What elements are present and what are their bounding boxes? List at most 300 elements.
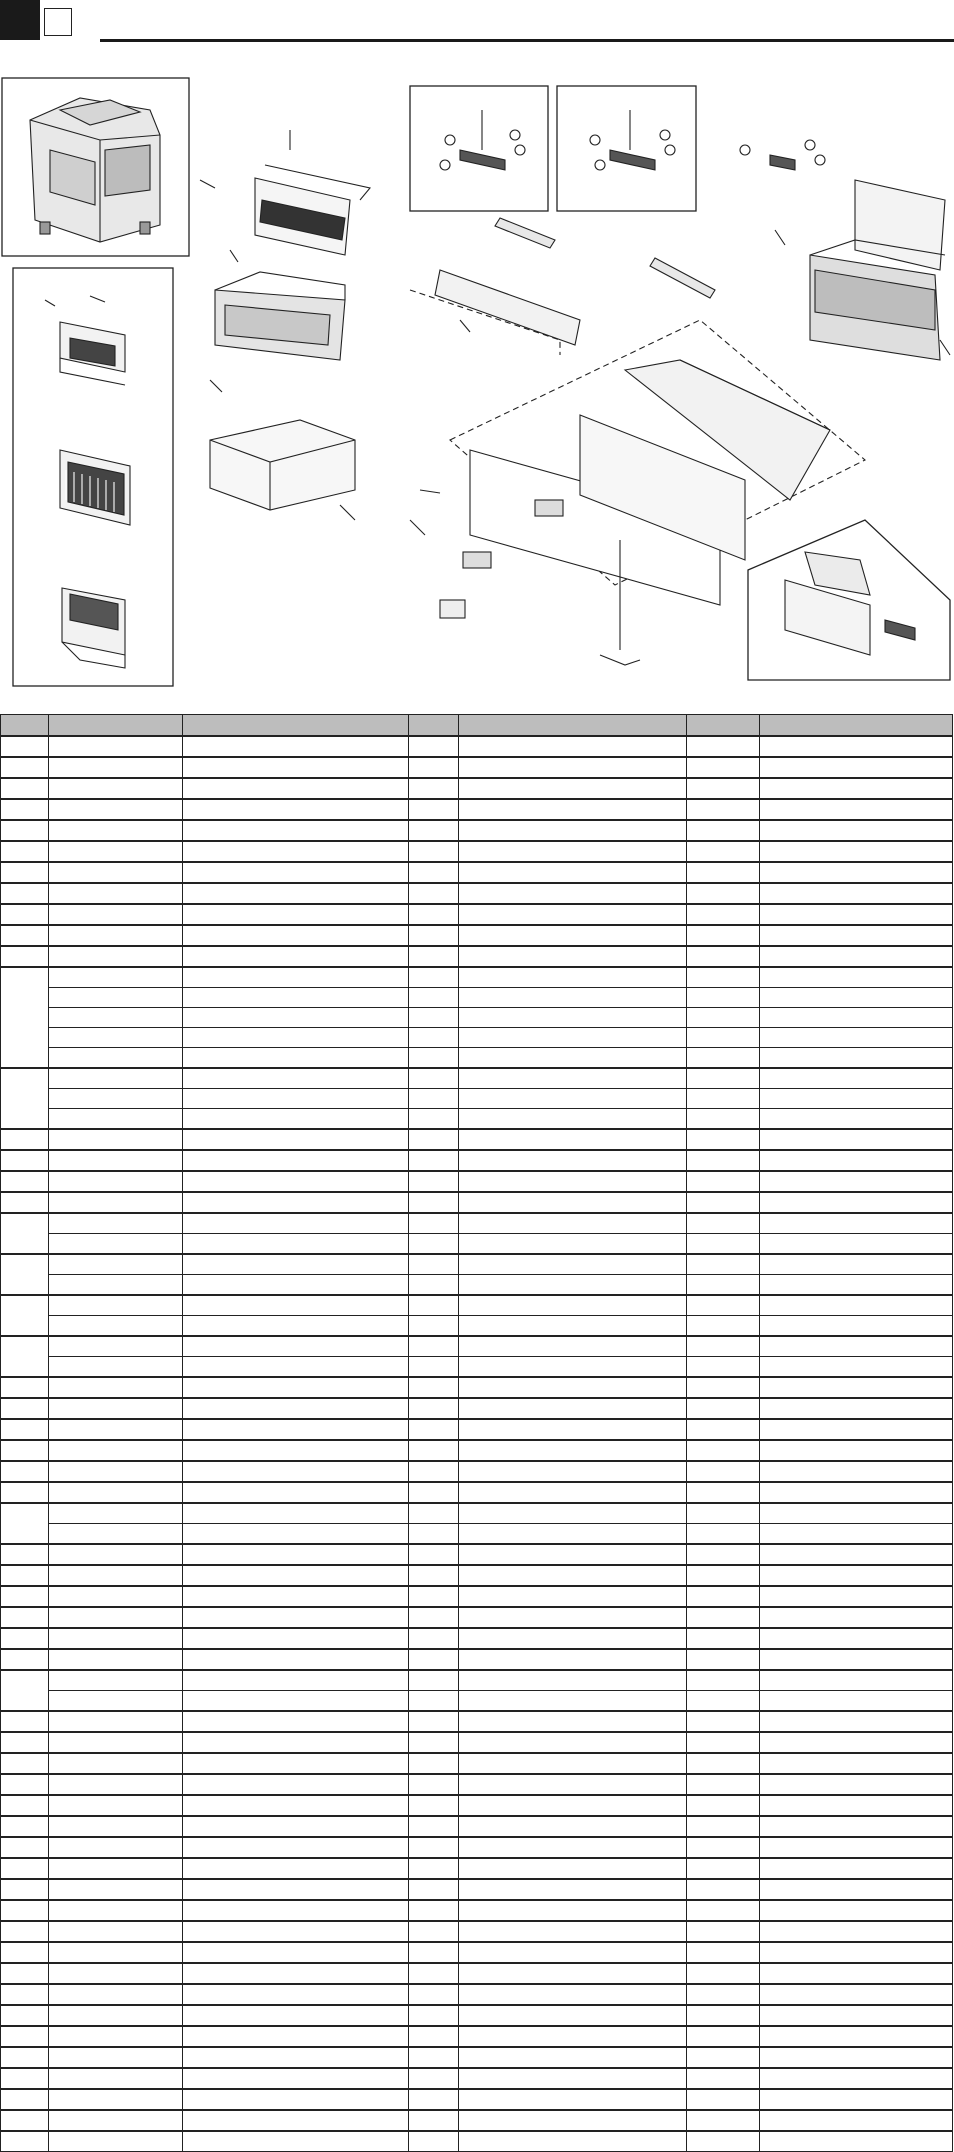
column-header	[409, 715, 459, 737]
table-cell	[760, 1028, 953, 1048]
table-cell	[49, 1234, 183, 1255]
table-cell	[760, 2089, 953, 2110]
table-cell	[183, 1711, 409, 1732]
table-cell	[687, 1461, 760, 1482]
item-number-cell	[1, 736, 49, 757]
table-cell	[760, 1440, 953, 1461]
table-cell	[183, 1171, 409, 1192]
machine-overview-inset	[2, 78, 189, 256]
table-cell	[409, 2110, 459, 2131]
table-cell	[687, 946, 760, 967]
table-row	[1, 925, 953, 946]
table-cell	[409, 1461, 459, 1482]
table-row	[1, 1691, 953, 1712]
table-row	[1, 1275, 953, 1296]
table-header-row	[1, 715, 953, 737]
table-cell	[687, 1008, 760, 1028]
table-row	[1, 1398, 953, 1419]
table-cell	[459, 1691, 687, 1712]
table-cell	[183, 1753, 409, 1774]
table-cell	[49, 2026, 183, 2047]
table-cell	[760, 757, 953, 778]
table-cell	[49, 1607, 183, 1628]
table-cell	[49, 1753, 183, 1774]
table-cell	[409, 1921, 459, 1942]
table-cell	[183, 1921, 409, 1942]
table-cell	[183, 1565, 409, 1586]
item-number-cell	[1, 1649, 49, 1670]
table-cell	[409, 2005, 459, 2026]
item-number-cell	[1, 1732, 49, 1753]
table-cell	[760, 1192, 953, 1213]
table-cell	[49, 2068, 183, 2089]
table-cell	[183, 736, 409, 757]
table-row	[1, 1942, 953, 1963]
table-cell	[760, 2026, 953, 2047]
table-cell	[459, 2110, 687, 2131]
table-row	[1, 1774, 953, 1795]
table-cell	[409, 1963, 459, 1984]
table-row	[1, 1419, 953, 1440]
table-cell	[760, 2005, 953, 2026]
table-cell	[687, 2068, 760, 2089]
table-cell	[760, 883, 953, 904]
table-cell	[687, 1254, 760, 1275]
table-cell	[459, 1711, 687, 1732]
cover-variants-inset	[13, 268, 173, 686]
table-row	[1, 841, 953, 862]
table-cell	[183, 1503, 409, 1524]
table-cell	[459, 1295, 687, 1316]
table-cell	[409, 2068, 459, 2089]
table-cell	[49, 1963, 183, 1984]
table-row	[1, 1357, 953, 1378]
table-cell	[183, 1150, 409, 1171]
table-cell	[49, 2110, 183, 2131]
item-number-cell	[1, 2026, 49, 2047]
table-cell	[760, 1837, 953, 1858]
table-cell	[459, 2047, 687, 2068]
table-cell	[49, 1254, 183, 1275]
table-cell	[49, 2131, 183, 2152]
table-cell	[760, 2047, 953, 2068]
table-cell	[459, 1254, 687, 1275]
table-cell	[49, 2089, 183, 2110]
table-cell	[459, 1068, 687, 1089]
table-cell	[409, 1900, 459, 1921]
item-number-cell	[1, 1503, 49, 1544]
table-cell	[49, 1357, 183, 1378]
table-cell	[459, 1028, 687, 1048]
item-number-cell	[1, 778, 49, 799]
table-cell	[459, 1858, 687, 1879]
table-cell	[687, 2131, 760, 2152]
item-number-cell	[1, 1254, 49, 1295]
table-cell	[49, 1691, 183, 1712]
table-cell	[409, 1048, 459, 1069]
table-cell	[49, 1503, 183, 1524]
table-cell	[409, 1068, 459, 1089]
table-cell	[409, 1008, 459, 1028]
table-cell	[459, 2089, 687, 2110]
table-cell	[687, 1129, 760, 1150]
table-cell	[687, 1192, 760, 1213]
table-cell	[687, 2110, 760, 2131]
table-cell	[687, 2026, 760, 2047]
table-cell	[409, 778, 459, 799]
table-cell	[49, 1732, 183, 1753]
table-cell	[409, 1213, 459, 1234]
table-cell	[49, 1628, 183, 1649]
table-cell	[459, 1357, 687, 1378]
table-cell	[760, 736, 953, 757]
column-header	[687, 715, 760, 737]
table-cell	[459, 2068, 687, 2089]
table-cell	[760, 1068, 953, 1089]
table-cell	[459, 820, 687, 841]
item-number-cell	[1, 2047, 49, 2068]
table-cell	[459, 1565, 687, 1586]
table-cell	[459, 2131, 687, 2152]
table-cell	[760, 925, 953, 946]
table-cell	[183, 1068, 409, 1089]
table-cell	[687, 925, 760, 946]
table-cell	[760, 1900, 953, 1921]
table-cell	[49, 1419, 183, 1440]
table-cell	[49, 1816, 183, 1837]
table-cell	[409, 1192, 459, 1213]
table-cell	[459, 2005, 687, 2026]
table-cell	[687, 2047, 760, 2068]
table-cell	[459, 1008, 687, 1028]
item-number-cell	[1, 1336, 49, 1377]
item-number-cell	[1, 1879, 49, 1900]
table-cell	[760, 1008, 953, 1028]
table-cell	[687, 904, 760, 925]
item-number-cell	[1, 862, 49, 883]
table-cell	[49, 2005, 183, 2026]
table-cell	[183, 841, 409, 862]
table-cell	[49, 820, 183, 841]
table-row	[1, 1089, 953, 1109]
table-cell	[687, 1900, 760, 1921]
table-cell	[183, 883, 409, 904]
item-number-cell	[1, 2110, 49, 2131]
item-number-cell	[1, 1816, 49, 1837]
table-cell	[459, 904, 687, 925]
table-cell	[760, 1544, 953, 1565]
table-cell	[409, 1607, 459, 1628]
table-cell	[459, 841, 687, 862]
table-cell	[183, 1670, 409, 1691]
table-cell	[760, 1503, 953, 1524]
table-cell	[760, 1774, 953, 1795]
table-row	[1, 1234, 953, 1255]
table-cell	[183, 988, 409, 1008]
table-cell	[459, 1192, 687, 1213]
item-number-cell	[1, 1171, 49, 1192]
table-cell	[49, 904, 183, 925]
table-cell	[183, 2026, 409, 2047]
table-cell	[409, 988, 459, 1008]
table-row	[1, 988, 953, 1008]
table-cell	[183, 2110, 409, 2131]
table-cell	[183, 1398, 409, 1419]
table-cell	[687, 1419, 760, 1440]
table-row	[1, 1008, 953, 1028]
table-cell	[409, 946, 459, 967]
table-cell	[409, 1524, 459, 1545]
table-cell	[459, 1377, 687, 1398]
table-row	[1, 1795, 953, 1816]
table-cell	[459, 1963, 687, 1984]
table-cell	[687, 778, 760, 799]
item-number-cell	[1, 1984, 49, 2005]
panel-detail-inset	[748, 520, 950, 680]
table-cell	[183, 1816, 409, 1837]
table-cell	[409, 1942, 459, 1963]
table-cell	[760, 2068, 953, 2089]
table-cell	[687, 1711, 760, 1732]
table-cell	[760, 1336, 953, 1357]
table-cell	[687, 1150, 760, 1171]
table-cell	[459, 1503, 687, 1524]
table-cell	[49, 1670, 183, 1691]
table-cell	[760, 1398, 953, 1419]
table-cell	[49, 799, 183, 820]
table-cell	[409, 1109, 459, 1130]
table-cell	[760, 1254, 953, 1275]
table-cell	[687, 1649, 760, 1670]
table-cell	[760, 967, 953, 988]
table-cell	[183, 1295, 409, 1316]
table-cell	[459, 946, 687, 967]
table-cell	[183, 778, 409, 799]
table-row	[1, 1984, 953, 2005]
table-row	[1, 1607, 953, 1628]
table-row	[1, 1109, 953, 1130]
table-cell	[49, 1984, 183, 2005]
table-cell	[409, 1419, 459, 1440]
table-row	[1, 1586, 953, 1607]
table-cell	[687, 1544, 760, 1565]
table-cell	[687, 1234, 760, 1255]
table-cell	[183, 1482, 409, 1503]
table-row	[1, 1503, 953, 1524]
table-cell	[760, 1109, 953, 1130]
table-cell	[687, 1440, 760, 1461]
table-cell	[409, 1357, 459, 1378]
table-cell	[687, 1921, 760, 1942]
table-cell	[687, 1565, 760, 1586]
table-cell	[49, 1129, 183, 1150]
table-cell	[183, 1732, 409, 1753]
table-cell	[409, 1879, 459, 1900]
column-header	[760, 715, 953, 737]
table-row	[1, 1900, 953, 1921]
table-cell	[409, 2047, 459, 2068]
table-cell	[459, 1544, 687, 1565]
item-number-cell	[1, 1753, 49, 1774]
table-cell	[760, 1984, 953, 2005]
table-cell	[409, 1254, 459, 1275]
table-cell	[183, 1774, 409, 1795]
table-cell	[459, 1234, 687, 1255]
table-cell	[183, 820, 409, 841]
table-cell	[459, 1398, 687, 1419]
table-cell	[183, 1089, 409, 1109]
table-cell	[760, 1316, 953, 1337]
table-cell	[409, 1440, 459, 1461]
exploded-parts-diagram	[0, 0, 954, 700]
table-cell	[760, 1089, 953, 1109]
table-row	[1, 2068, 953, 2089]
column-header	[183, 715, 409, 737]
table-cell	[49, 1524, 183, 1545]
table-cell	[49, 1711, 183, 1732]
table-cell	[459, 1316, 687, 1337]
table-cell	[49, 1171, 183, 1192]
column-header	[459, 715, 687, 737]
item-number-cell	[1, 2068, 49, 2089]
table-cell	[409, 1711, 459, 1732]
table-cell	[687, 1109, 760, 1130]
table-row	[1, 862, 953, 883]
table-cell	[409, 757, 459, 778]
table-cell	[459, 883, 687, 904]
table-cell	[687, 1295, 760, 1316]
table-cell	[760, 1461, 953, 1482]
table-row	[1, 946, 953, 967]
table-cell	[183, 1942, 409, 1963]
table-cell	[183, 1192, 409, 1213]
table-cell	[760, 1275, 953, 1296]
table-cell	[49, 862, 183, 883]
table-cell	[760, 1649, 953, 1670]
table-cell	[409, 1482, 459, 1503]
table-cell	[760, 904, 953, 925]
item-number-cell	[1, 1942, 49, 1963]
table-cell	[760, 1879, 953, 1900]
table-row	[1, 1837, 953, 1858]
table-row	[1, 1213, 953, 1234]
table-cell	[760, 820, 953, 841]
table-cell	[183, 1129, 409, 1150]
item-number-cell	[1, 820, 49, 841]
table-cell	[760, 1816, 953, 1837]
item-number-cell	[1, 1628, 49, 1649]
table-cell	[687, 1089, 760, 1109]
table-row	[1, 1670, 953, 1691]
table-cell	[687, 1753, 760, 1774]
table-row	[1, 1816, 953, 1837]
table-cell	[459, 736, 687, 757]
item-number-cell	[1, 883, 49, 904]
table-cell	[687, 967, 760, 988]
table-row	[1, 2131, 953, 2152]
item-number-cell	[1, 1921, 49, 1942]
table-cell	[760, 1482, 953, 1503]
table-cell	[687, 1607, 760, 1628]
table-cell	[409, 1336, 459, 1357]
item-number-cell	[1, 1565, 49, 1586]
table-cell	[183, 1837, 409, 1858]
table-cell	[760, 1963, 953, 1984]
table-cell	[760, 1921, 953, 1942]
table-cell	[409, 1628, 459, 1649]
table-cell	[459, 1732, 687, 1753]
table-row	[1, 2089, 953, 2110]
base-unit-assembly	[200, 130, 370, 520]
table-row	[1, 1524, 953, 1545]
table-row	[1, 1732, 953, 1753]
table-cell	[459, 1942, 687, 1963]
table-cell	[459, 1586, 687, 1607]
table-cell	[49, 1482, 183, 1503]
table-cell	[459, 1670, 687, 1691]
table-cell	[687, 1858, 760, 1879]
table-cell	[49, 1377, 183, 1398]
table-cell	[49, 946, 183, 967]
table-cell	[459, 2026, 687, 2047]
table-cell	[687, 1171, 760, 1192]
table-cell	[409, 1816, 459, 1837]
table-cell	[49, 1858, 183, 1879]
table-cell	[687, 2005, 760, 2026]
item-number-cell	[1, 757, 49, 778]
table-cell	[183, 967, 409, 988]
table-row	[1, 778, 953, 799]
table-cell	[760, 1295, 953, 1316]
table-cell	[49, 736, 183, 757]
table-cell	[49, 1900, 183, 1921]
table-cell	[459, 925, 687, 946]
table-cell	[183, 1008, 409, 1028]
table-cell	[760, 778, 953, 799]
parts-list-table	[0, 714, 953, 2152]
table-row	[1, 1295, 953, 1316]
table-cell	[409, 1565, 459, 1586]
table-cell	[687, 1670, 760, 1691]
table-cell	[760, 1171, 953, 1192]
item-number-cell	[1, 1129, 49, 1150]
table-cell	[49, 1921, 183, 1942]
table-cell	[183, 1254, 409, 1275]
table-cell	[183, 1963, 409, 1984]
table-cell	[459, 1524, 687, 1545]
table-cell	[687, 1398, 760, 1419]
table-cell	[49, 778, 183, 799]
table-cell	[409, 799, 459, 820]
table-row	[1, 2026, 953, 2047]
table-cell	[409, 1275, 459, 1296]
table-cell	[183, 1586, 409, 1607]
table-cell	[409, 1316, 459, 1337]
table-cell	[409, 1171, 459, 1192]
table-cell	[687, 736, 760, 757]
table-row	[1, 1753, 953, 1774]
table-cell	[49, 1028, 183, 1048]
table-cell	[760, 1942, 953, 1963]
table-cell	[183, 1461, 409, 1482]
table-row	[1, 1150, 953, 1171]
item-number-cell	[1, 2005, 49, 2026]
table-cell	[687, 1963, 760, 1984]
table-cell	[49, 967, 183, 988]
table-cell	[183, 1440, 409, 1461]
table-cell	[49, 1275, 183, 1296]
table-cell	[409, 1544, 459, 1565]
